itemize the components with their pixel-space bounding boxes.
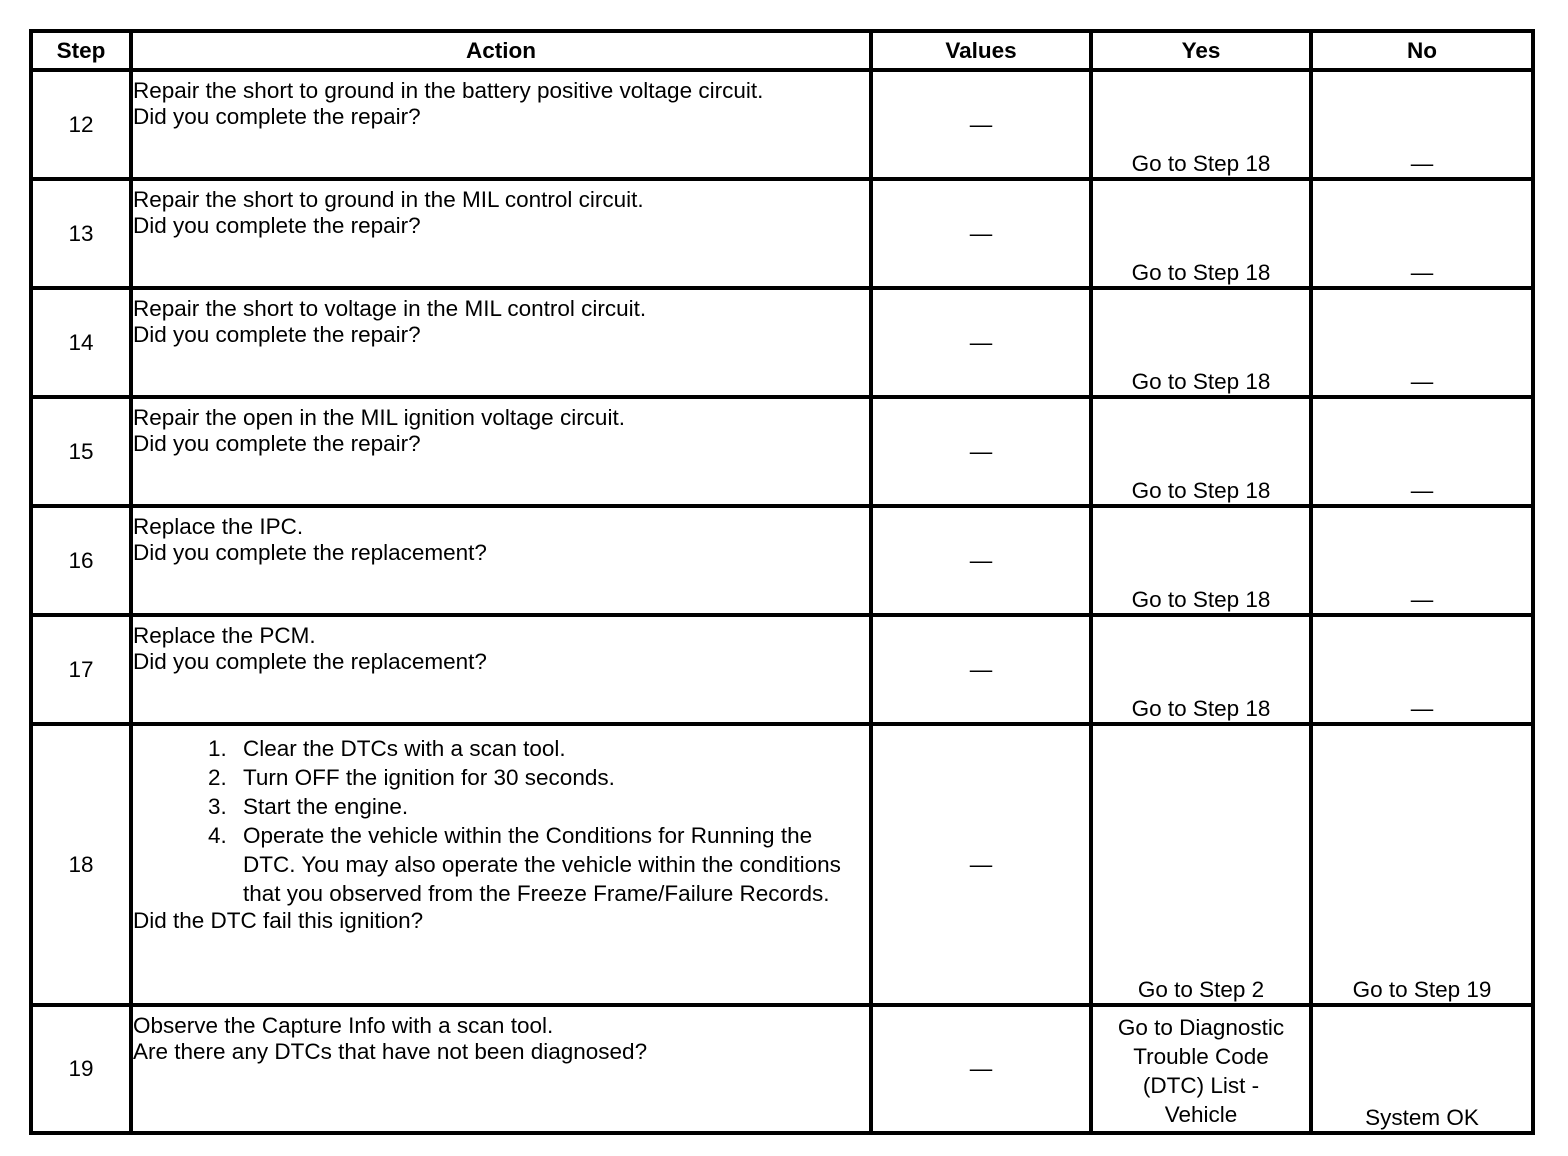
no-cell: — <box>1311 615 1533 724</box>
values-cell: — <box>871 724 1091 1005</box>
table-row <box>31 1005 1533 1133</box>
no-cell: Go to Step 19 <box>1311 724 1533 1005</box>
yes-cell: Go to Step 18 <box>1091 397 1311 506</box>
diagnostic-table <box>29 29 1535 1135</box>
procedure-list <box>133 734 869 908</box>
action-question: Did you complete the repair? <box>133 104 421 129</box>
table-header-row <box>31 31 1533 70</box>
action-question: Did you complete the repair? <box>133 431 421 456</box>
header-action: Action <box>131 31 871 70</box>
action-cell <box>131 288 871 397</box>
no-cell: System OK <box>1311 1005 1533 1133</box>
action-instruction: Replace the PCM. <box>133 623 316 648</box>
header-values: Values <box>871 31 1091 70</box>
action-instruction: Repair the short to voltage in the MIL control circuit. <box>133 296 647 321</box>
action-instruction: Observe the Capture Info with a scan tool. <box>133 1013 554 1038</box>
step-number: 15 <box>31 397 131 506</box>
yes-cell: Go to Step 18 <box>1091 506 1311 615</box>
yes-cell: Go to Step 18 <box>1091 179 1311 288</box>
action-cell <box>131 179 871 288</box>
action-cell <box>131 724 871 1005</box>
yes-cell: Go to Step 18 <box>1091 288 1311 397</box>
action-cell <box>131 70 871 179</box>
table-row <box>31 615 1533 724</box>
procedure-item: 3. Start the engine. <box>233 792 869 821</box>
no-cell: — <box>1311 397 1533 506</box>
values-cell: — <box>871 397 1091 506</box>
table-row <box>31 506 1533 615</box>
action-question: Are there any DTCs that have not been diagnosed? <box>133 1039 648 1064</box>
action-question: Did you complete the replacement? <box>133 649 487 674</box>
no-cell: — <box>1311 70 1533 179</box>
no-cell: — <box>1311 288 1533 397</box>
action-cell <box>131 1005 871 1133</box>
no-cell: — <box>1311 179 1533 288</box>
header-yes: Yes <box>1091 31 1311 70</box>
action-cell <box>131 397 871 506</box>
values-cell: — <box>871 70 1091 179</box>
yes-cell: Go to Step 18 <box>1091 70 1311 179</box>
procedure-item: 2. Turn OFF the ignition for 30 seconds. <box>233 763 869 792</box>
action-question: Did you complete the repair? <box>133 213 421 238</box>
yes-cell: Go to Step 2 <box>1091 724 1311 1005</box>
step-number: 14 <box>31 288 131 397</box>
action-cell <box>131 615 871 724</box>
yes-cell: Go to Step 18 <box>1091 615 1311 724</box>
action-instruction: Repair the open in the MIL ignition voltage circuit. <box>133 405 625 430</box>
action-instruction: Replace the IPC. <box>133 514 304 539</box>
step-number: 16 <box>31 506 131 615</box>
yes-cell: Go to Diagnostic Trouble Code (DTC) List - Vehicle <box>1091 1005 1311 1133</box>
step-number: 19 <box>31 1005 131 1133</box>
procedure-item: 1. Clear the DTCs with a scan tool. <box>233 734 869 763</box>
values-cell: — <box>871 615 1091 724</box>
step-number: 13 <box>31 179 131 288</box>
step-number: 12 <box>31 70 131 179</box>
action-question: Did you complete the repair? <box>133 322 421 347</box>
procedure-item: 4. Operate the vehicle within the Conditions for Running the DTC. You may also operate the vehicle within the conditions that you observed from the Freeze Frame/Failure Records. <box>233 821 869 908</box>
step-number: 17 <box>31 615 131 724</box>
values-cell: — <box>871 1005 1091 1133</box>
table-row <box>31 179 1533 288</box>
values-cell: — <box>871 506 1091 615</box>
table-row <box>31 70 1533 179</box>
no-cell: — <box>1311 506 1533 615</box>
header-step: Step <box>31 31 131 70</box>
step-number: 18 <box>31 724 131 1005</box>
action-cell <box>131 506 871 615</box>
action-instruction: Repair the short to ground in the battery positive voltage circuit. <box>133 78 764 103</box>
table-row <box>31 724 1533 1005</box>
action-question: Did you complete the replacement? <box>133 540 487 565</box>
header-no: No <box>1311 31 1533 70</box>
values-cell: — <box>871 179 1091 288</box>
action-instruction: Repair the short to ground in the MIL control circuit. <box>133 187 644 212</box>
table-row <box>31 288 1533 397</box>
table-row <box>31 397 1533 506</box>
values-cell: — <box>871 288 1091 397</box>
action-question: Did the DTC fail this ignition? <box>133 908 424 933</box>
